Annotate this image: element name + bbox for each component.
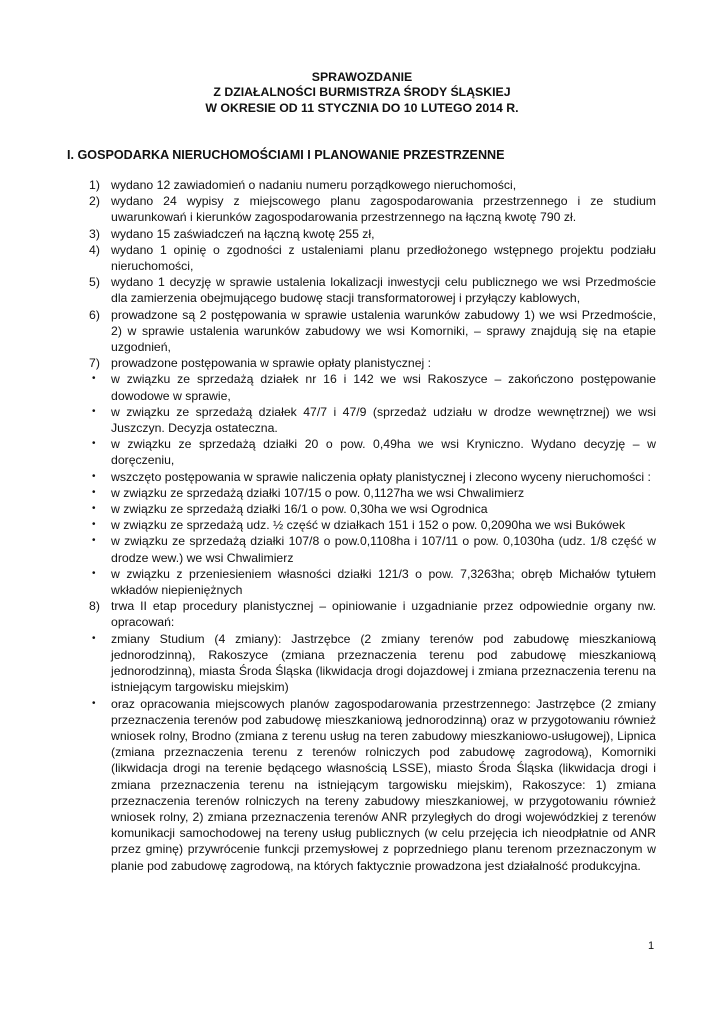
bullet-item — [0, 501, 656, 517]
bullet-marker: • — [92, 535, 96, 547]
bullet-marker: • — [92, 438, 96, 450]
item-text: trwa II etap procedury planistycznej – opiniowanie i uzgadnianie przez odpowiednie organy nw. opracowań: — [111, 599, 656, 630]
bullet-marker: • — [92, 567, 96, 579]
header-title: SPRAWOZDANIE — [311, 70, 413, 84]
bullet-item — [0, 517, 656, 533]
list-item — [0, 274, 656, 306]
bullet-marker: • — [92, 503, 96, 515]
list-item — [0, 307, 656, 356]
item-text: zmiany Studium (4 zmiany): Jastrzębce (2 zmiany terenów pod zabudowę mieszkaniową jednorodzinną), Rakoszyce (zmiana przeznaczenia terenu pod zabudowę mieszkaniową jednorodzinną), miasta Środa Śląska (likwidacja drogi dojazdowej i zmiana przeznaczenia terenu na istniejącym targowisku miejskim) — [111, 631, 656, 695]
item-text: wydano 1 decyzję w sprawie ustalenia lokalizacji inwestycji celu publicznego we wsi Przedmoście dla zamierzenia obejmującego budowę stacji transformatorowej i przyłączy kablowych, — [111, 275, 656, 306]
list-item — [0, 177, 656, 193]
list-item — [0, 242, 656, 274]
bullet-item — [0, 696, 656, 874]
list-item — [0, 193, 656, 225]
item-text: w związku ze sprzedażą działki 107/8 o pow.0,1108ha i 107/11 o pow. 0,1030ha (udz. 1/8 część w drodze wew.) we wsi Chwalimierz — [111, 534, 656, 565]
bullet-item — [0, 469, 656, 485]
page-number: 1 — [648, 940, 655, 952]
item-text: prowadzone są 2 postępowania w sprawie ustalenia warunków zabudowy 1) we wsi Przedmoście, 2) w sprawie ustalenia warunków zabudowy we wsi Komorniki, – sprawy znajdują się na etapie uzgodnień, — [111, 307, 656, 355]
item-text: w związku ze sprzedażą działki 16/1 o pow. 0,30ha we wsi Ogrodnica — [111, 502, 488, 517]
list-item — [0, 598, 656, 630]
bullet-item — [0, 436, 656, 468]
item-number: 2) — [89, 194, 100, 209]
item-text: prowadzone postępowania w sprawie opłaty planistycznej : — [111, 356, 432, 371]
report-list — [0, 177, 724, 874]
item-text: w związku ze sprzedażą działki 107/15 o pow. 0,1127ha we wsi Chwalimierz — [111, 485, 525, 500]
item-text: wydano 15 zaświadczeń na łączną kwotę 255 zł, — [111, 226, 375, 241]
list-item — [0, 226, 656, 242]
bullet-marker: • — [92, 373, 96, 385]
bullet-item — [0, 631, 656, 696]
item-text: wydano 24 wypisy z miejscowego planu zagospodarowania przestrzennego i ze studium uwarunkowań i kierunków zagospodarowania przestrzennego na łączną kwotę 790 zł. — [111, 194, 656, 225]
bullet-marker: • — [92, 632, 96, 644]
header-subtitle: Z DZIAŁALNOŚCI BURMISTRZA ŚRODY ŚLĄSKIEJ — [213, 85, 511, 100]
bullet-marker: • — [92, 519, 96, 531]
item-text: w związku ze sprzedażą działek 47/7 i 47/9 (sprzedaż udziału w drodze wewnętrznej) we wsi Juszczyn. Decyzja ostateczna. — [111, 404, 656, 436]
item-text: w związku ze sprzedażą działki 20 o pow. 0,49ha we wsi Kryniczno. Wydano decyzję – w doręczeniu, — [111, 437, 656, 468]
bullet-marker: • — [92, 697, 96, 709]
item-text: w związku ze sprzedażą działek nr 16 i 142 we wsi Rakoszyce – zakończono postępowanie dowodowe w sprawie, — [111, 372, 656, 403]
item-number: 4) — [89, 242, 100, 257]
item-text: w związku ze sprzedażą udz. ½ część w działkach 151 i 152 o pow. 0,2090ha we wsi Bukówek — [111, 518, 626, 533]
bullet-marker: • — [92, 470, 96, 482]
item-number: 7) — [89, 356, 100, 371]
bullet-item — [0, 566, 656, 598]
section-title: I. GOSPODARKA NIERUCHOMOŚCIAMI I PLANOWANIE PRZESTRZENNE — [67, 148, 505, 162]
bullet-marker: • — [92, 405, 96, 417]
item-text: wydano 1 opinię o zgodności z ustaleniami planu przedłożonego wstępnego projektu podziału nieruchomości, — [111, 242, 656, 274]
item-number: 8) — [89, 599, 100, 614]
bullet-item — [0, 404, 656, 436]
header-period: W OKRESIE OD 11 STYCZNIA DO 10 LUTEGO 2014 R. — [205, 100, 519, 115]
bullet-item — [0, 533, 656, 565]
item-number: 6) — [89, 307, 100, 322]
bullet-marker: • — [92, 486, 96, 498]
item-number: 5) — [89, 275, 100, 290]
item-number: 1) — [89, 178, 100, 192]
item-text: wszczęto postępowania w sprawie naliczenia opłaty planistycznej i zlecono wyceny nieruchomości : — [111, 469, 651, 484]
list-item — [0, 355, 656, 371]
bullet-item — [0, 485, 656, 501]
item-text: wydano 12 zawiadomień o nadaniu numeru porządkowego nieruchomości, — [111, 178, 517, 192]
bullet-item — [0, 371, 656, 403]
report-header — [0, 70, 724, 116]
item-number: 3) — [89, 226, 100, 241]
item-text: oraz opracowania miejscowych planów zagospodarowania przestrzennego: Jastrzębce (2 zmiany przeznaczenia terenów pod zabudowę mieszkaniową jednorodzinną) oraz w przygotowaniu również wniosek rolny, Brodno (zmiana z terenu usług na teren zabudowy mieszkaniowo-usługowej), Lipnica (zmiana przeznaczenia terenu z terenów rolniczych pod zabudowę zagrodową), Komorniki (likwidacja drogi na terenie będącego własnością LSSE), miasto Środa Śląska (likwidacja drogi i zmiana przeznaczenia terenu na istniejącym targowisku miejskim), Rakoszyce: 1) zmiana przeznaczenia terenów rolniczych na tereny zabudowy mieszkaniowej, w przygotowaniu również wniosek rolny, 2) zmiana przeznaczenia terenów ANR przyległych do drogi wojewódzkiej z terenów komunikacji samochodowej na tereny usług publicznych (w celu przejęcia ich nieodpłatnie od ANR przez gminę) przywrócenie funkcji przemysłowej z poprzedniego planu terenom przeznaczonym w planie pod zabudowę zagrodową, na których faktycznie prowadzona jest działalność produkcyjna. — [111, 696, 656, 873]
item-text: w związku z przeniesieniem własności działki 121/3 o pow. 7,3263ha; obręb Michałów tytułem wkładów niepieniężnych — [111, 566, 656, 598]
